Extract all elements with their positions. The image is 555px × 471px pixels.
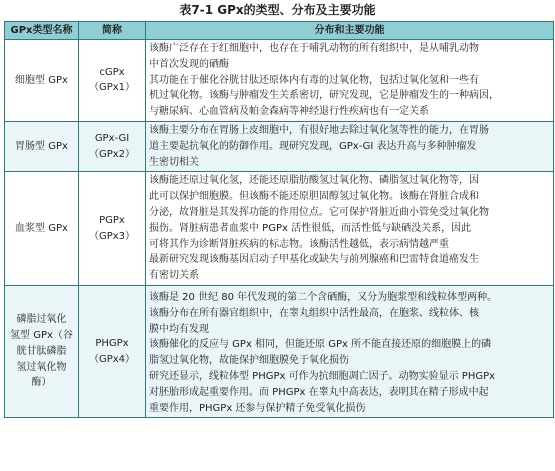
abbreviation-number: （GPx2）: [88, 148, 136, 160]
description-line: 有密切关系: [149, 270, 199, 282]
type-cell: [5, 172, 79, 286]
description-cell: [146, 121, 554, 171]
type-cell: [5, 121, 79, 171]
description-line: 分泌，故肾脏是其发挥功能的作用位点。它可保护肾脏近曲小管免受过氧化物: [149, 206, 489, 218]
abbreviation-name: PGPx: [99, 214, 125, 226]
type-name-line: 磷脂过氧化: [16, 314, 67, 326]
description-line: 该酶广泛存在于红细胞中，也存在于哺乳动物的所有组织中，是从哺乳动物: [149, 43, 479, 54]
abbreviation-name: PHGPx: [95, 337, 129, 349]
abbreviation-name: GPx-GI: [94, 132, 130, 144]
description-line: 中首次发现的硒酶: [149, 58, 229, 70]
description-line: 损伤。肾脏病患者血浆中 PGPx 活性很低，而活性低与缺硒没关系，因此: [149, 222, 472, 234]
description-cell: [146, 172, 554, 286]
description-line: 与糖尿病、心血管病及帕金森病等神经退行性疾病也有一定关系: [149, 106, 429, 118]
description-line: 研究还显示，线粒体型 PHGPx 可作为抗细胞凋亡因子。动物实验显示 PHGPx: [149, 370, 496, 382]
abbreviation-cell: [79, 40, 146, 122]
type-cell: [5, 40, 79, 122]
type-cell: [5, 285, 79, 417]
table-row-phgpx: [5, 285, 554, 417]
description-line: 其功能在于催化谷胱甘肽还原体内有毒的过氧化物，包括过氧化氢和一些有: [149, 74, 479, 86]
abbreviation-cell: [79, 121, 146, 171]
abbreviation-cell: [79, 172, 146, 286]
table-caption: 表7-1 GPx的类型、分布及主要功能: [179, 3, 376, 17]
table-row-cgpx: [5, 40, 554, 122]
description-line: 最新研究发现该酶基因启动子甲基化或缺失与前列腺癌和巴雷特食道癌发生: [149, 254, 479, 266]
description-line: 重要作用，PHGPx 还参与保护精子免受氧化损伤: [149, 402, 366, 414]
description-line: 该酶主要分布在胃肠上皮细胞中，有很好地去除过氧化氢等性的能力，在胃肠: [149, 124, 489, 136]
description-cell: [146, 40, 554, 122]
description-line: 该酶能还原过氧化氢，还能还原脂肪酸氢过氧化物、磷脂氢过氧化物等，因: [149, 175, 479, 187]
table-row-gpx-gi: [5, 121, 554, 171]
description-line: 该酶是 20 世纪 80 年代发现的第二个含硒酶，又分为胞浆型和线粒体型两种。: [149, 291, 498, 303]
header-abbreviation: 简称: [79, 22, 146, 40]
description-line: 道主要起抗氧化的防御作用。现研究发现，GPx-GI 表达升高与多种肿瘤发: [149, 140, 477, 152]
type-name-line: 酶）: [31, 377, 52, 389]
description-line: 机过氧化物。该酶与肿瘤发生关系密切，研究发现，它是肿瘤发生的一种病因，: [149, 90, 499, 102]
type-name-line: 胱甘肽磷脂: [16, 345, 67, 357]
description-line: 对胚胎形成起重要作用。而 PHGPx 在睾丸中高表达，表明其在精子形成中起: [149, 386, 489, 398]
type-name: 胃肠型 GPx: [15, 140, 68, 152]
abbreviation-cell: [79, 285, 146, 417]
abbreviation-name: cGPx: [99, 66, 125, 78]
description-line: 该酶分布在所有器官组织中，在睾丸组织中活性最高，在胞浆、线粒体、核: [149, 307, 479, 319]
gpx-table: [4, 21, 554, 418]
description-line: 膜中均有发现: [149, 323, 209, 335]
description-line: 此可以保护细胞膜。但该酶不能还原胆固醇氢过氧化物。该酶在肾脏合成和: [149, 191, 479, 203]
table-row-pgpx: [5, 172, 554, 286]
abbreviation-number: （GPx1）: [88, 82, 136, 94]
table-header-row: [5, 22, 554, 40]
description-line: 该酶催化的反应与 GPx 相同，但能还原 GPx 所不能直接还原的细胞膜上的磷: [149, 339, 492, 351]
type-name: 细胞型 GPx: [15, 74, 68, 86]
abbreviation-number: （GPx3）: [88, 230, 136, 242]
type-name-line: 氢过氧化物: [16, 361, 67, 373]
description-line: 脂氢过氧化物，故能保护细胞膜免于氧化损伤: [149, 355, 349, 367]
header-distribution-function: 分布和主要功能: [146, 22, 554, 40]
header-type-name: GPx类型名称: [5, 22, 79, 40]
type-name-line: 氢型 GPx（谷: [10, 329, 73, 341]
description-cell: [146, 285, 554, 417]
type-name: 血浆型 GPx: [15, 222, 68, 234]
description-line: 可将其作为诊断肾脏疾病的标志物。该酶活性越低，表示病情越严重: [149, 238, 449, 250]
abbreviation-number: （GPx4）: [88, 353, 136, 365]
description-line: 生密切相关: [149, 156, 199, 168]
